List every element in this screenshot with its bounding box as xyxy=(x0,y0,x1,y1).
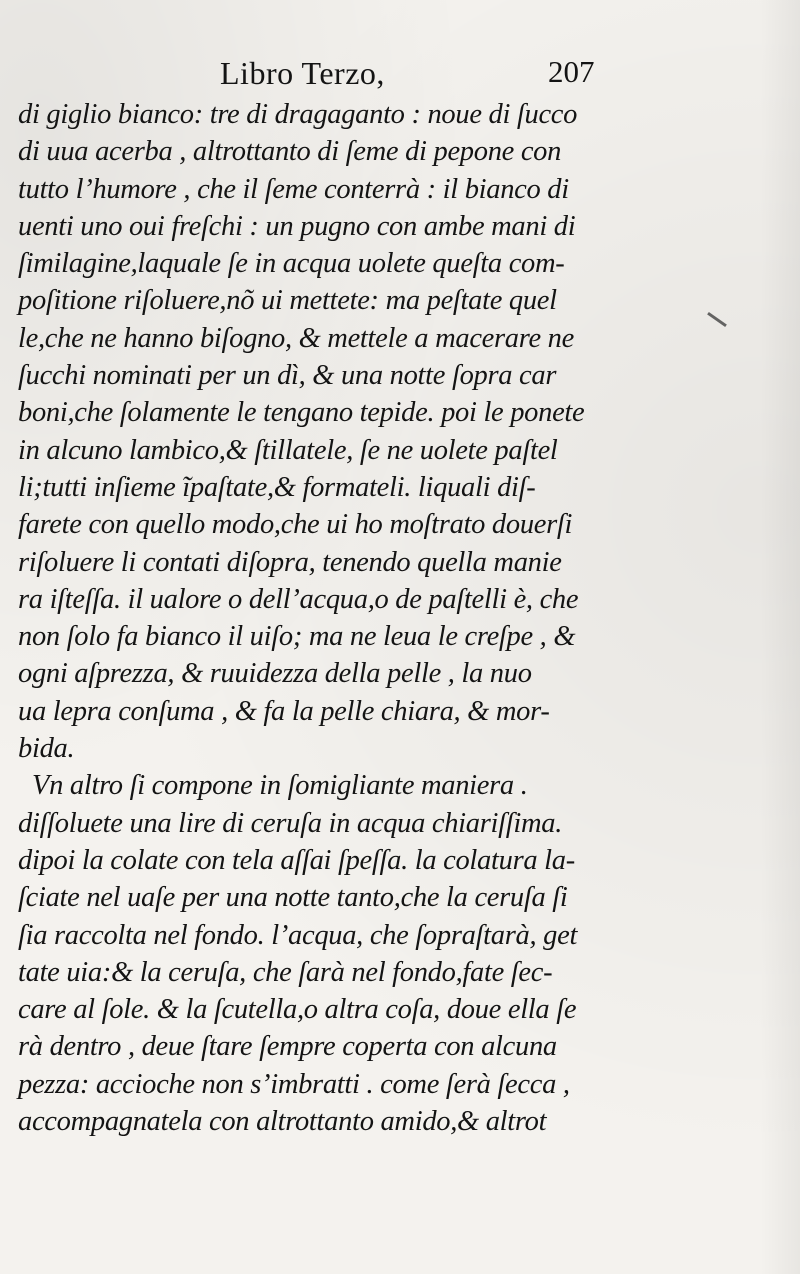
running-head: Libro Terzo, xyxy=(220,55,385,91)
text-line: pezza: accioche non s’imbratti . come ſerà ſecca , xyxy=(18,1068,570,1100)
text-line: li;tutti inſieme ĩpaſtate,& formateli. liquali diſ- xyxy=(18,471,536,503)
ink-mark xyxy=(707,312,727,327)
text-line: ſucchi nominati per un dì, & una notte ſopra car xyxy=(18,360,557,392)
paragraph-2 xyxy=(18,767,648,1140)
text-line: diſſoluete una lire di ceruſa in acqua chiariſſima. xyxy=(18,807,563,839)
text-line: rà dentro , deue ſtare ſempre coperta con alcuna xyxy=(18,1031,557,1063)
text-line: farete con quello modo,che ui ho moſtrato douerſi xyxy=(18,509,573,541)
text-line: ra iſteſſa. il ualore o dell’acqua,o de paſtelli è, che xyxy=(18,583,579,615)
text-line: dipoi la colate con tela aſſai ſpeſſa. la colatura la- xyxy=(18,844,575,876)
text-line: ſciate nel uaſe per una notte tanto,che la ceruſa ſi xyxy=(18,882,568,914)
text-line: ogni aſprezza, & ruuidezza della pelle , la nuo xyxy=(18,658,532,690)
text-line: tutto l’humore , che il ſeme conterrà : il bianco di xyxy=(18,173,569,205)
text-line: care al ſole. & la ſcutella,o altra coſa, doue ella ſe xyxy=(18,994,577,1026)
text-line: in alcuno lambico,& ſtillatele, ſe ne uolete paſtel xyxy=(18,434,558,466)
page-number: 207 xyxy=(548,54,595,89)
body-text xyxy=(18,96,648,1140)
text-line: ſimilagine,laquale ſe in acqua uolete queſta com- xyxy=(18,248,565,280)
text-line: uenti uno oui freſchi : un pugno con ambe mani di xyxy=(18,210,576,242)
text-line: ſia raccolta nel fondo. l’acqua, che ſopraſtarà, get xyxy=(18,919,578,951)
text-line: accompagnatela con altrottanto amido,& altrot xyxy=(18,1106,547,1138)
text-line: tate uia:& la ceruſa, che ſarà nel fondo,fate ſec- xyxy=(18,956,553,988)
text-line: riſoluere li contati diſopra, tenendo quella manie xyxy=(18,546,562,578)
text-line: di uua acerba , altrottanto di ſeme di pepone con xyxy=(18,136,562,168)
text-line: boni,che ſolamente le tengano tepide. poi le ponete xyxy=(18,397,585,429)
text-line: Vn altro ſi compone in ſomigliante maniera . xyxy=(32,770,528,802)
text-line: ua lepra conſuma , & fa la pelle chiara, & mor- xyxy=(18,695,550,727)
text-line: bida. xyxy=(18,733,75,765)
text-line: poſitione riſoluere,nõ ui mettete: ma peſtate quel xyxy=(18,285,557,317)
text-line: di giglio bianco: tre di dragaganto : noue di ſucco xyxy=(18,99,578,130)
paragraph-1 xyxy=(18,96,648,767)
text-line: le,che ne hanno biſogno, & mettele a macerare ne xyxy=(18,322,574,354)
page-edge-shadow xyxy=(760,0,800,1274)
text-line: non ſolo fa bianco il uiſo; ma ne leua le creſpe , & xyxy=(18,621,576,653)
